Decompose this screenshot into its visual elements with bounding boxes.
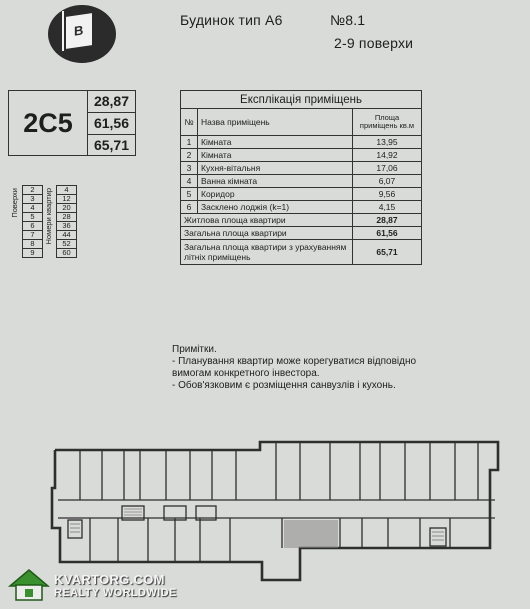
row-number: 2 (181, 149, 198, 162)
room-name: Ванна кімната (198, 175, 353, 188)
apartment-numbers-label: Номери квартир (44, 188, 53, 245)
total-area-summer-value: 65,71 (93, 137, 130, 153)
room-area: 9,56 (353, 188, 422, 201)
floor-cell: 5 (23, 213, 43, 222)
total-value: 65,71 (353, 240, 422, 265)
watermark-title: KVARTORG.COM (54, 571, 165, 587)
room-name: Кімната (198, 149, 353, 162)
logo-letter: B (74, 22, 84, 39)
section-number: №8.1 (330, 12, 366, 28)
floor-cell: 4 (23, 204, 43, 213)
floor-cell: 7 (23, 231, 43, 240)
total-area-value: 61,56 (88, 113, 135, 135)
row-number: 1 (181, 136, 198, 149)
room-name: Засклено лоджія (k=1) (198, 201, 353, 214)
total-label: Загальна площа квартири (181, 227, 353, 240)
notes-line: - Обов'язковим є розміщення санвузлів і кухонь. (172, 380, 396, 391)
building-type: Будинок тип А6 (180, 12, 283, 28)
total-value: 28,87 (353, 214, 422, 227)
apartment-number-cell: 4 (57, 186, 77, 195)
col-name-header: Назва приміщень (198, 109, 353, 136)
floors-range: 2-9 поверхи (334, 35, 414, 51)
room-name: Кухня-вітальня (198, 162, 353, 175)
floor-cell: 3 (23, 195, 43, 204)
notes-line: вимогам конкретного інвестора. (172, 368, 320, 379)
apartment-number-cell: 20 (57, 204, 77, 213)
apartment-number-cell: 44 (57, 231, 77, 240)
explication-title: Експлікація приміщень (181, 91, 422, 109)
row-number: 3 (181, 162, 198, 175)
total-label: Загальна площа квартири з урахуванням літніх приміщень (181, 240, 353, 265)
living-area-value: 28,87 (88, 91, 135, 113)
col-no-header: № (181, 109, 198, 136)
room-name: Кімната (198, 136, 353, 149)
apartment-number-cell: 60 (57, 249, 77, 258)
floor-cell: 6 (23, 222, 43, 231)
floor-cell: 8 (23, 240, 43, 249)
apartment-code: 2С5 (9, 91, 88, 155)
room-name: Коридор (198, 188, 353, 201)
notes-line: - Планування квартир може корегуватися відповідно (172, 356, 417, 367)
room-area: 13,95 (353, 136, 422, 149)
room-area: 4,15 (353, 201, 422, 214)
total-value: 61,56 (353, 227, 422, 240)
row-number: 4 (181, 175, 198, 188)
floors-label: Поверхи (10, 188, 19, 218)
notes-title: Примітки. (172, 344, 217, 355)
apartment-number-cell: 12 (57, 195, 77, 204)
floor-cell: 2 (23, 186, 43, 195)
row-number: 6 (181, 201, 198, 214)
apartment-number-cell: 36 (57, 222, 77, 231)
house-logo-icon (8, 568, 50, 602)
col-area-header: Площа приміщень кв.м (353, 109, 422, 136)
room-area: 17,06 (353, 162, 422, 175)
floor-cell: 9 (23, 249, 43, 258)
row-number: 5 (181, 188, 198, 201)
apartment-number-cell: 28 (57, 213, 77, 222)
apartment-number-cell: 52 (57, 240, 77, 249)
watermark-subtitle: REALTY WORLDWIDE (54, 586, 177, 599)
room-area: 6,07 (353, 175, 422, 188)
room-area: 14,92 (353, 149, 422, 162)
site-watermark (8, 568, 177, 602)
highlighted-apartment (284, 520, 338, 548)
total-label: Житлова площа квартири (181, 214, 353, 227)
